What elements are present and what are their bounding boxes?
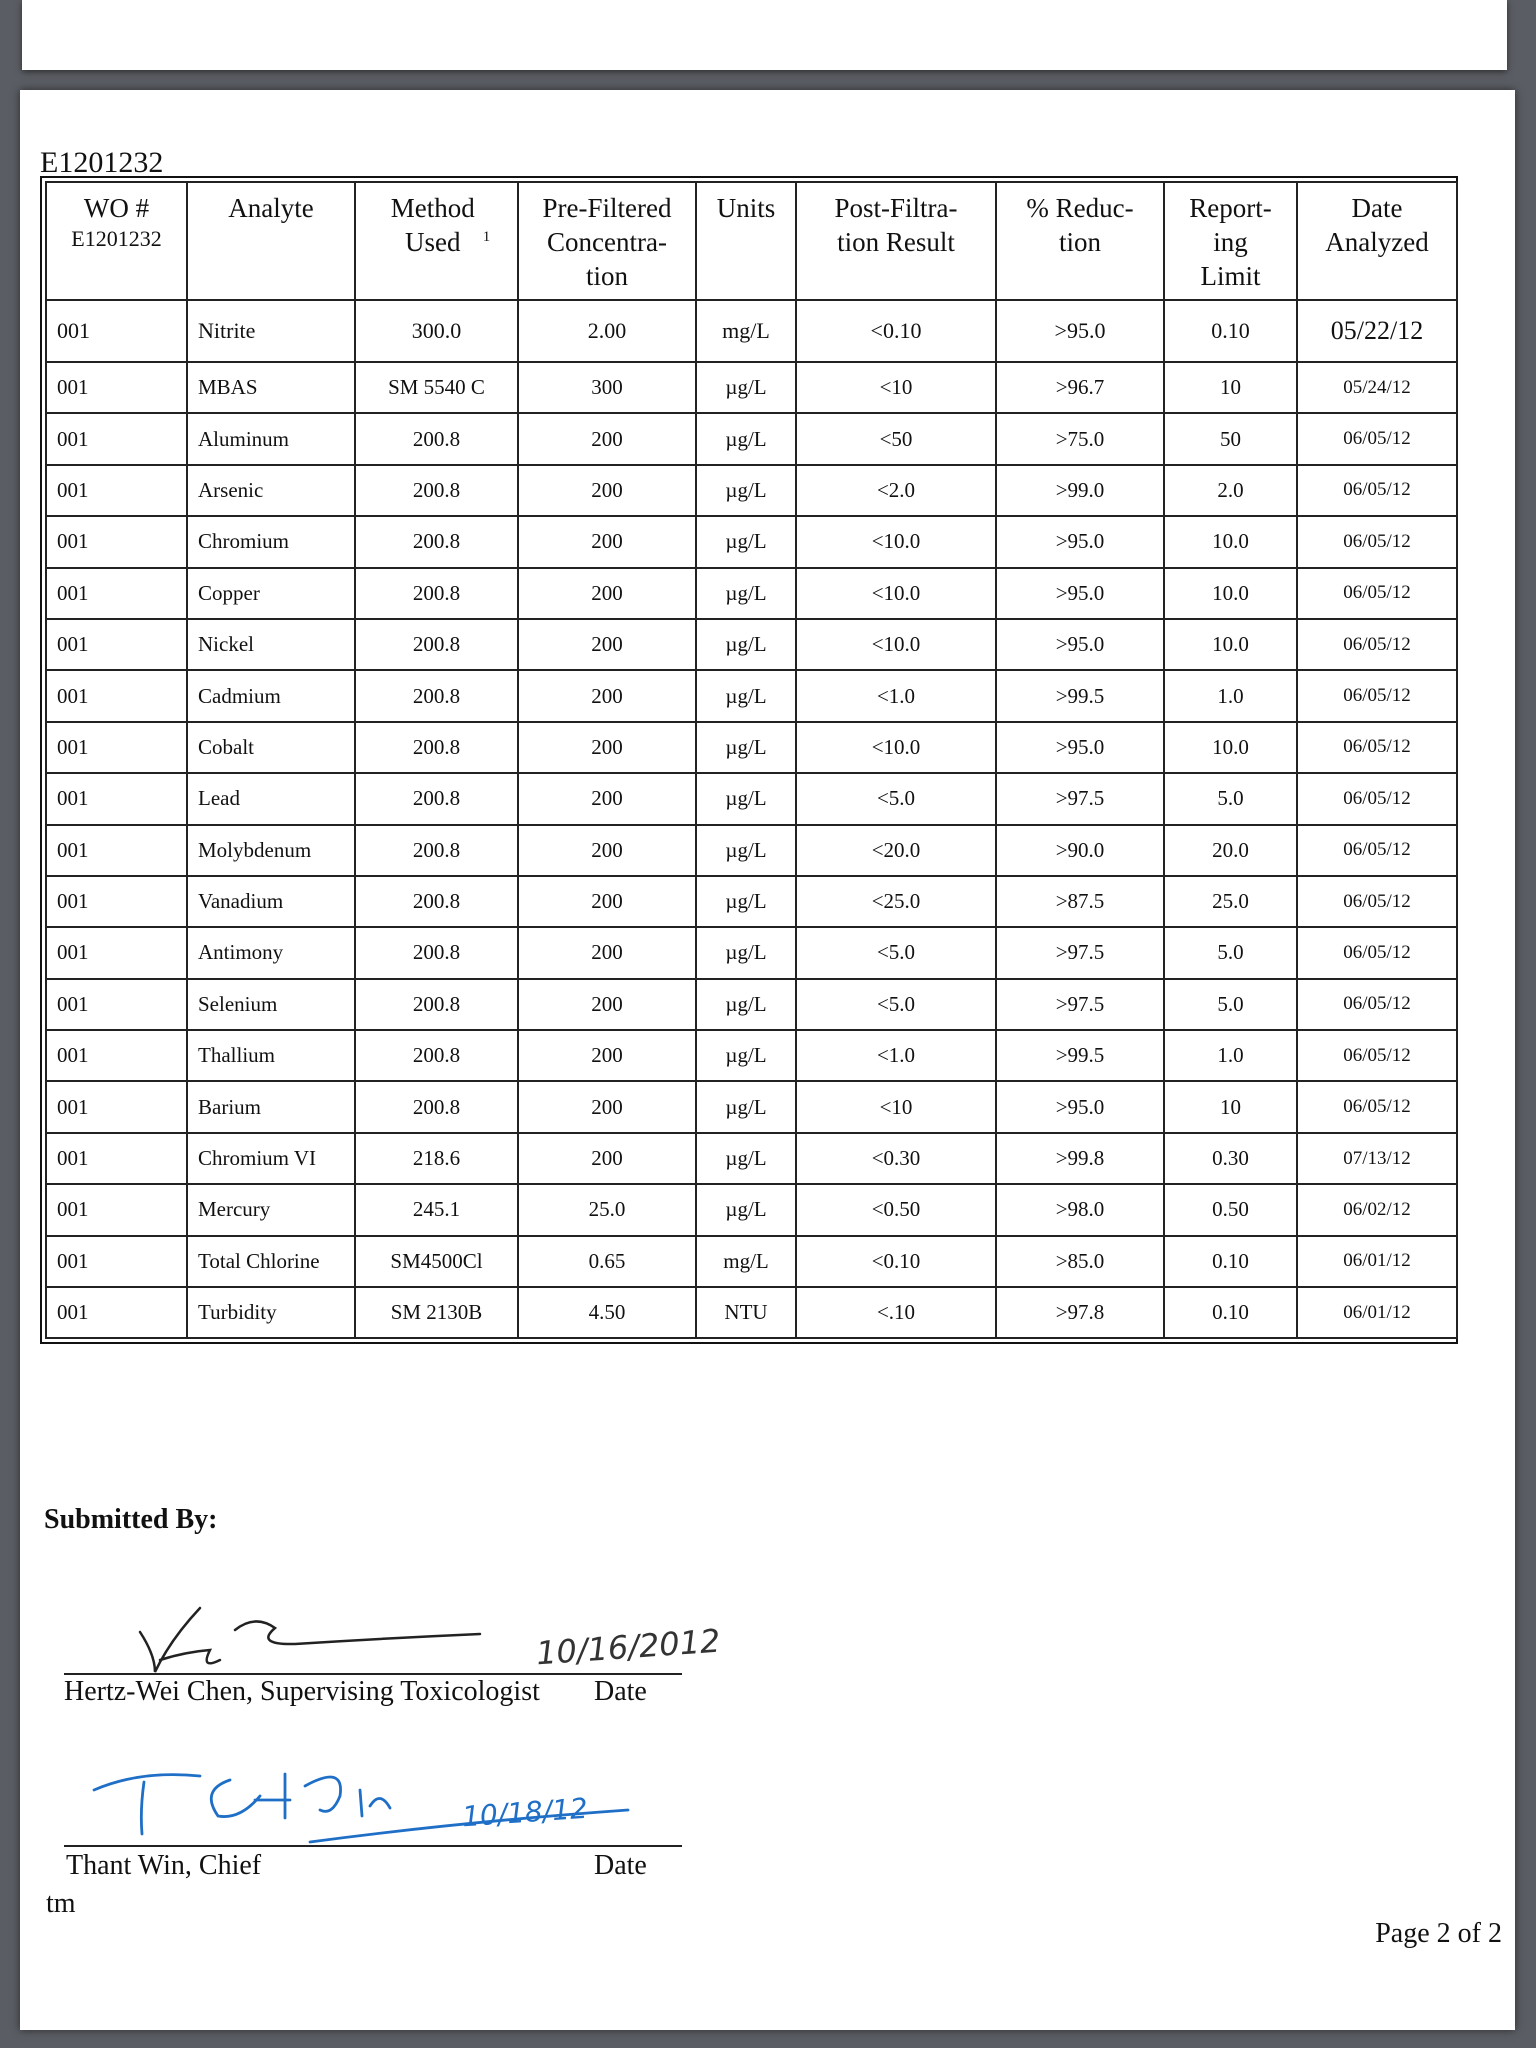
cell-wo: 001 [46,1184,187,1235]
cell-analyte: Molybdenum [187,825,355,876]
cell-prefiltered: 200 [518,927,696,978]
cell-method: 200.8 [355,979,518,1030]
table-row [46,1287,1457,1338]
cell-date-analyzed: 06/05/12 [1297,722,1457,773]
cell-method: 245.1 [355,1184,518,1235]
cell-analyte: Barium [187,1081,355,1132]
cell-prefiltered: 200 [518,1081,696,1132]
cell-date-analyzed: 06/01/12 [1297,1236,1457,1287]
cell-date-analyzed: 06/05/12 [1297,516,1457,567]
cell-date-analyzed: 05/22/12 [1297,300,1457,362]
document-id: E1201232 [40,146,164,179]
cell-analyte: Chromium VI [187,1133,355,1184]
header-reduction [996,182,1164,300]
cell-wo: 001 [46,773,187,824]
cell-postfiltration: <25.0 [796,876,996,927]
header-method-footnote: 1 [482,229,491,245]
cell-method: 200.8 [355,1081,518,1132]
header-date-analyzed [1297,182,1457,300]
cell-reporting-limit: 50 [1164,413,1297,464]
cell-analyte: Vanadium [187,876,355,927]
cell-date-analyzed: 06/05/12 [1297,927,1457,978]
cell-reporting-limit: 0.10 [1164,1236,1297,1287]
cell-reduction: >85.0 [996,1236,1164,1287]
table-header-row [46,182,1457,300]
cell-analyte: MBAS [187,362,355,413]
cell-reduction: >95.0 [996,568,1164,619]
cell-analyte: Arsenic [187,465,355,516]
cell-postfiltration: <10.0 [796,619,996,670]
cell-date-analyzed: 06/05/12 [1297,1030,1457,1081]
header-wo-sub: E1201232 [71,226,162,251]
header-reporting-label: Report- ing Limit [1189,193,1272,291]
cell-units: µg/L [696,979,796,1030]
cell-units: µg/L [696,876,796,927]
cell-analyte: Mercury [187,1184,355,1235]
cell-postfiltration: <0.30 [796,1133,996,1184]
cell-method: 200.8 [355,670,518,721]
cell-method: SM 2130B [355,1287,518,1338]
cell-wo: 001 [46,1030,187,1081]
table-row [46,413,1457,464]
cell-reporting-limit: 10.0 [1164,568,1297,619]
cell-units: mg/L [696,300,796,362]
cell-postfiltration: <1.0 [796,1030,996,1081]
cell-analyte: Cobalt [187,722,355,773]
cell-wo: 001 [46,876,187,927]
cell-reduction: >97.5 [996,979,1164,1030]
cell-prefiltered: 0.65 [518,1236,696,1287]
cell-units: µg/L [696,568,796,619]
cell-wo: 001 [46,1081,187,1132]
table-row [46,670,1457,721]
header-date-label: Date Analyzed [1325,193,1429,257]
cell-reporting-limit: 5.0 [1164,979,1297,1030]
cell-analyte: Selenium [187,979,355,1030]
cell-wo: 001 [46,927,187,978]
cell-date-analyzed: 06/05/12 [1297,979,1457,1030]
cell-reporting-limit: 1.0 [1164,1030,1297,1081]
signer-1-caption: Hertz-Wei Chen, Supervising Toxicologist [64,1676,540,1707]
cell-method: SM4500Cl [355,1236,518,1287]
header-prefiltered-label: Pre-Filtered Concentra- tion [542,193,672,291]
cell-method: 200.8 [355,465,518,516]
header-reduction-label: % Reduc- tion [1026,193,1134,257]
table-row [46,568,1457,619]
cell-prefiltered: 200 [518,722,696,773]
cell-wo: 001 [46,300,187,362]
cell-date-analyzed: 06/05/12 [1297,1081,1457,1132]
cell-analyte: Chromium [187,516,355,567]
cell-postfiltration: <0.10 [796,300,996,362]
cell-prefiltered: 2.00 [518,300,696,362]
table-row [46,300,1457,362]
table-body [46,300,1457,1338]
cell-date-analyzed: 06/01/12 [1297,1287,1457,1338]
cell-postfiltration: <5.0 [796,773,996,824]
cell-reduction: >98.0 [996,1184,1164,1235]
cell-reduction: >87.5 [996,876,1164,927]
cell-analyte: Thallium [187,1030,355,1081]
table-row [46,876,1457,927]
table-row [46,773,1457,824]
cell-postfiltration: <10 [796,362,996,413]
cell-units: µg/L [696,1184,796,1235]
cell-date-analyzed: 06/05/12 [1297,619,1457,670]
cell-units: µg/L [696,619,796,670]
typist-initials: tm [46,1888,76,1919]
cell-analyte: Total Chlorine [187,1236,355,1287]
submitted-by-label: Submitted By: [44,1504,218,1535]
results-table [45,181,1458,1339]
cell-postfiltration: <10.0 [796,516,996,567]
cell-reduction: >95.0 [996,516,1164,567]
cell-reporting-limit: 20.0 [1164,825,1297,876]
signature-1-date: 10/16/2012 [534,1621,722,1673]
header-analyte: Analyte [187,182,355,300]
signer-1-date-label: Date [594,1676,647,1707]
cell-units: µg/L [696,516,796,567]
cell-units: µg/L [696,413,796,464]
cell-reduction: >95.0 [996,1081,1164,1132]
header-postfiltration-label: Post-Filtra- tion Result [834,193,958,257]
cell-units: µg/L [696,1081,796,1132]
cell-method: 200.8 [355,876,518,927]
cell-reporting-limit: 10.0 [1164,516,1297,567]
cell-postfiltration: <5.0 [796,979,996,1030]
cell-date-analyzed: 06/05/12 [1297,825,1457,876]
cell-units: µg/L [696,1030,796,1081]
cell-prefiltered: 200 [518,465,696,516]
cell-prefiltered: 200 [518,979,696,1030]
cell-analyte: Nitrite [187,300,355,362]
cell-prefiltered: 200 [518,670,696,721]
table-row [46,362,1457,413]
cell-units: NTU [696,1287,796,1338]
cell-postfiltration: <5.0 [796,927,996,978]
cell-prefiltered: 200 [518,619,696,670]
cell-method: 200.8 [355,825,518,876]
cell-postfiltration: <50 [796,413,996,464]
cell-method: 200.8 [355,516,518,567]
signature-2-date: 10/18/12 [461,1791,589,1834]
table-row [46,1184,1457,1235]
cell-method: 200.8 [355,722,518,773]
page-number: Page 2 of 2 [1375,1918,1502,1949]
cell-wo: 001 [46,465,187,516]
cell-wo: 001 [46,568,187,619]
cell-reduction: >99.5 [996,670,1164,721]
cell-units: µg/L [696,773,796,824]
cell-prefiltered: 200 [518,516,696,567]
cell-reduction: >99.5 [996,1030,1164,1081]
cell-reduction: >90.0 [996,825,1164,876]
table-row [46,516,1457,567]
cell-reporting-limit: 25.0 [1164,876,1297,927]
cell-postfiltration: <2.0 [796,465,996,516]
table-row [46,825,1457,876]
cell-prefiltered: 200 [518,773,696,824]
cell-postfiltration: <.10 [796,1287,996,1338]
cell-wo: 001 [46,1287,187,1338]
cell-wo: 001 [46,825,187,876]
cell-method: 200.8 [355,927,518,978]
cell-reporting-limit: 0.10 [1164,300,1297,362]
cell-wo: 001 [46,1236,187,1287]
cell-reporting-limit: 10.0 [1164,722,1297,773]
cell-method: 200.8 [355,413,518,464]
cell-units: µg/L [696,1133,796,1184]
cell-reduction: >75.0 [996,413,1164,464]
cell-prefiltered: 300 [518,362,696,413]
cell-units: µg/L [696,670,796,721]
cell-method: 218.6 [355,1133,518,1184]
cell-method: 200.8 [355,619,518,670]
table-row [46,1236,1457,1287]
cell-analyte: Nickel [187,619,355,670]
cell-method: 200.8 [355,773,518,824]
cell-reduction: >99.8 [996,1133,1164,1184]
cell-postfiltration: <10.0 [796,568,996,619]
cell-method: 200.8 [355,568,518,619]
signature-1 [60,1600,560,1680]
header-postfiltration [796,182,996,300]
cell-postfiltration: <0.50 [796,1184,996,1235]
table-row [46,927,1457,978]
cell-wo: 001 [46,619,187,670]
cell-reduction: >97.5 [996,773,1164,824]
cell-reporting-limit: 10.0 [1164,619,1297,670]
results-table-frame [40,176,1458,1344]
cell-date-analyzed: 07/13/12 [1297,1133,1457,1184]
cell-date-analyzed: 06/05/12 [1297,670,1457,721]
cell-prefiltered: 200 [518,413,696,464]
cell-analyte: Copper [187,568,355,619]
cell-reduction: >95.0 [996,300,1164,362]
header-wo [46,182,187,300]
cell-units: µg/L [696,825,796,876]
cell-date-analyzed: 06/05/12 [1297,465,1457,516]
cell-reporting-limit: 5.0 [1164,773,1297,824]
table-row [46,1081,1457,1132]
cell-method: 200.8 [355,1030,518,1081]
cell-units: mg/L [696,1236,796,1287]
header-reporting-limit [1164,182,1297,300]
cell-wo: 001 [46,979,187,1030]
cell-reduction: >99.0 [996,465,1164,516]
cell-method: 300.0 [355,300,518,362]
cell-reporting-limit: 0.30 [1164,1133,1297,1184]
signer-2-caption: Thant Win, Chief [66,1850,262,1881]
cell-wo: 001 [46,516,187,567]
cell-method: SM 5540 C [355,362,518,413]
cell-date-analyzed: 06/05/12 [1297,413,1457,464]
signature-1-line [64,1673,682,1675]
cell-prefiltered: 200 [518,1133,696,1184]
cell-prefiltered: 25.0 [518,1184,696,1235]
cell-reduction: >97.8 [996,1287,1164,1338]
header-prefiltered [518,182,696,300]
cell-wo: 001 [46,362,187,413]
cell-units: µg/L [696,722,796,773]
cell-analyte: Cadmium [187,670,355,721]
cell-reduction: >95.0 [996,722,1164,773]
cell-postfiltration: <1.0 [796,670,996,721]
cell-date-analyzed: 06/05/12 [1297,568,1457,619]
cell-postfiltration: <0.10 [796,1236,996,1287]
table-row [46,619,1457,670]
cell-wo: 001 [46,722,187,773]
cell-units: µg/L [696,362,796,413]
table-row [46,722,1457,773]
cell-reporting-limit: 1.0 [1164,670,1297,721]
cell-prefiltered: 4.50 [518,1287,696,1338]
cell-date-analyzed: 06/02/12 [1297,1184,1457,1235]
cell-reporting-limit: 2.0 [1164,465,1297,516]
cell-wo: 001 [46,1133,187,1184]
cell-units: µg/L [696,927,796,978]
cell-prefiltered: 200 [518,825,696,876]
cell-analyte: Lead [187,773,355,824]
cell-reporting-limit: 0.10 [1164,1287,1297,1338]
signature-2-line [64,1845,682,1847]
cell-reporting-limit: 10 [1164,1081,1297,1132]
cell-prefiltered: 200 [518,876,696,927]
cell-reduction: >97.5 [996,927,1164,978]
cell-postfiltration: <10 [796,1081,996,1132]
cell-reporting-limit: 5.0 [1164,927,1297,978]
cell-reduction: >95.0 [996,619,1164,670]
signer-2-date-label: Date [594,1850,647,1881]
table-row [46,1030,1457,1081]
cell-analyte: Turbidity [187,1287,355,1338]
cell-analyte: Antimony [187,927,355,978]
table-row [46,1133,1457,1184]
cell-date-analyzed: 06/05/12 [1297,876,1457,927]
cell-wo: 001 [46,670,187,721]
cell-date-analyzed: 06/05/12 [1297,773,1457,824]
table-row [46,979,1457,1030]
header-units: Units [696,182,796,300]
cell-reporting-limit: 10 [1164,362,1297,413]
cell-date-analyzed: 05/24/12 [1297,362,1457,413]
table-row [46,465,1457,516]
header-wo-label: WO # [83,193,150,223]
header-method [355,182,518,300]
header-method-label: Method Used [390,193,475,257]
cell-wo: 001 [46,413,187,464]
cell-prefiltered: 200 [518,568,696,619]
cell-postfiltration: <10.0 [796,722,996,773]
cell-prefiltered: 200 [518,1030,696,1081]
cell-analyte: Aluminum [187,413,355,464]
cell-units: µg/L [696,465,796,516]
previous-page-edge [22,0,1507,70]
cell-reduction: >96.7 [996,362,1164,413]
cell-reporting-limit: 0.50 [1164,1184,1297,1235]
cell-postfiltration: <20.0 [796,825,996,876]
